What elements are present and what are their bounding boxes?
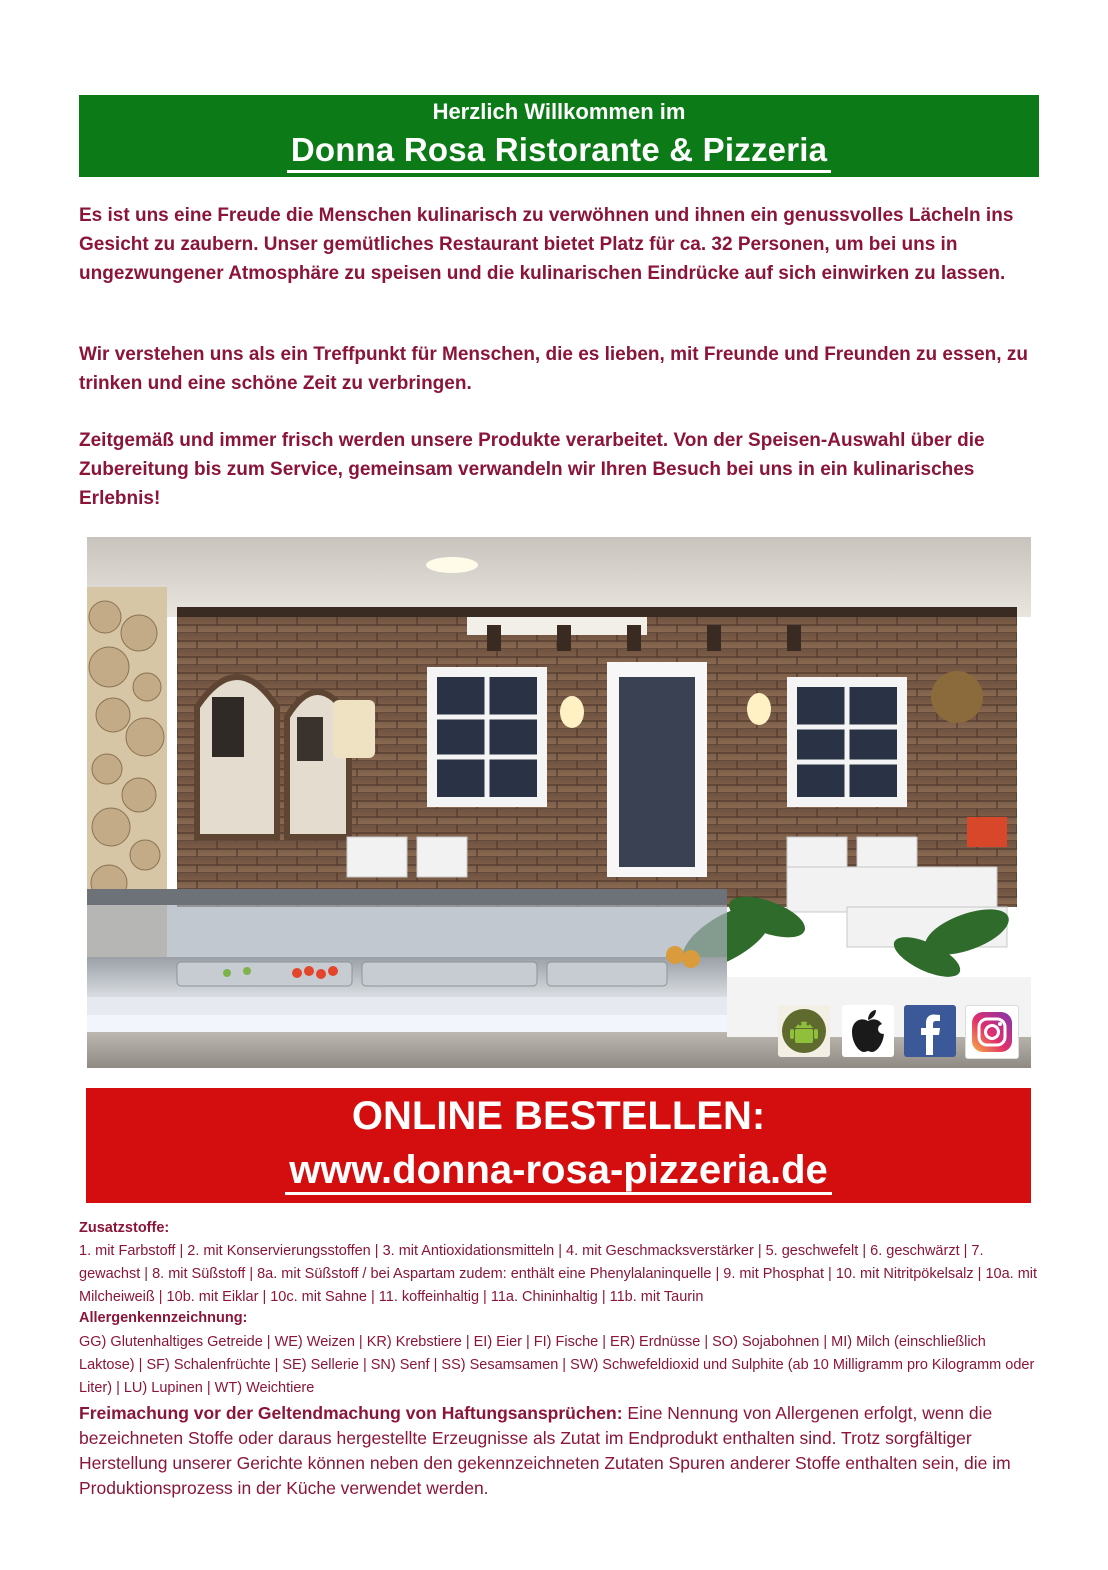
intro-paragraph-1: Es ist uns eine Freude die Menschen kulinarisch zu verwöhnen und ihnen ein genussvolles Lächeln ins Gesicht zu zaubern. Unser gemütliches Restaurant bietet Platz für ca. 32 Personen, um bei uns in ungezwungener Atmosphäre zu speisen und die kulinarischen Eindrücke auf sich einwirken zu lassen. — [79, 205, 1014, 284]
android-icon[interactable] — [778, 1005, 830, 1057]
online-order-banner[interactable] — [86, 1088, 1031, 1203]
additives-text: 1. mit Farbstoff | 2. mit Konservierungsstoffen | 3. mit Antioxidationsmitteln | 4. mit Geschmacksverstärker | 5. geschwefelt | 6. geschwärzt | 7. gewachst | 8. mit Süßstoff | 8a. mit Süßstoff / bei Aspartam zudem: enthält eine Phenylalaninquelle | 9. mit Phosphat | 10. mit Nitritpökelsalz | 10a. mit Milcheiweiß | 10b. mit Eiklar | 10c. mit Sahne | 11. koffeinhaltig | 11a. Chininhaltig | 11b. mit Taurin — [79, 1243, 1038, 1305]
order-website-link[interactable]: www.donna-rosa-pizzeria.de — [285, 1148, 832, 1195]
allergens-text: GG) Glutenhaltiges Getreide | WE) Weizen | KR) Krebstiere | EI) Eier | FI) Fische | ER) Erdnüsse | SO) Sojabohnen | MI) Milch (einschließlich Laktose) | SF) Schalenfrüchte | SE) Sellerie | SN) Senf | SS) Sesamsamen | SW) Schwefeldioxid und Sulphite (ab 10 Milligramm pro Kilogramm oder Liter) | LU) Lupinen | WT) Weichtiere — [79, 1334, 1035, 1396]
intro-paragraph-3: Zeitgemäß und immer frisch werden unsere Produkte verarbeitet. Von der Speisen-Auswahl über die Zubereitung bis zum Service, gemeinsam verwandeln wir Ihren Besuch bei uns in ein kulinarisches Erlebnis! — [79, 430, 985, 509]
liability-disclaimer — [79, 1401, 1044, 1501]
restaurant-title: Donna Rosa Ristorante & Pizzeria — [287, 131, 831, 173]
additives-heading: Zusatzstoffe: — [79, 1220, 170, 1236]
disclaimer-text: Eine Nennung von Allergenen erfolgt, wenn die bezeichneten Stoffe oder daraus hergestellte Erzeugnisse als Zutat im Endprodukt enthalten sind. Trotz sorgfältiger Herstellung unserer Gerichte können neben den gekennzeichneten Zutaten Spuren anderer Stoffe enthalten sein, die im Produktionsprozess in der Küche verwendet werden. — [79, 1403, 1011, 1498]
welcome-subtitle: Herzlich Willkommen im — [432, 99, 686, 124]
allergens-heading: Allergenkennzeichnung: — [79, 1310, 248, 1326]
instagram-icon[interactable] — [965, 1005, 1019, 1059]
online-order-label: ONLINE BESTELLEN: — [351, 1094, 766, 1138]
restaurant-interior-photo — [87, 537, 1031, 1068]
disclaimer-heading: Freimachung vor der Geltendmachung von Haftungsansprüchen: — [79, 1403, 623, 1423]
facebook-icon[interactable] — [904, 1005, 956, 1057]
welcome-banner — [79, 95, 1039, 177]
apple-icon[interactable] — [842, 1005, 894, 1057]
intro-paragraph-2: Wir verstehen uns als ein Treffpunkt für Menschen, die es lieben, mit Freunde und Freunden zu essen, zu trinken und eine schöne Zeit zu verbringen. — [79, 344, 1028, 394]
